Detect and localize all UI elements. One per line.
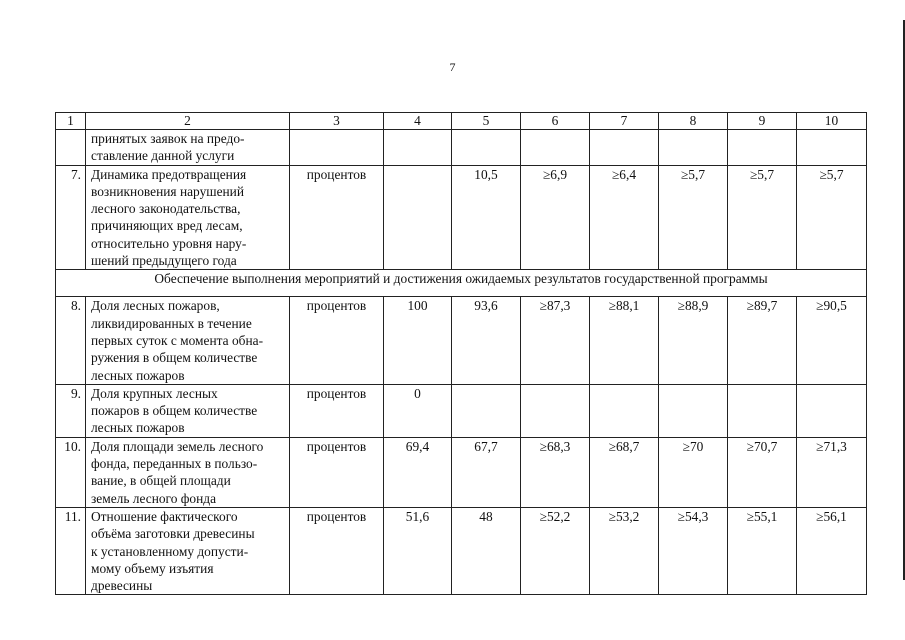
- description-line: фонда, переданных в пользо-: [91, 456, 258, 472]
- value-cell: ≥71,3: [797, 437, 867, 507]
- value-cell: [797, 384, 867, 437]
- description-line: ставление данной услуги: [91, 148, 235, 164]
- section-row: [56, 270, 867, 297]
- description-line: ружения в общем количестве: [91, 350, 258, 366]
- row-number: 10.: [56, 437, 86, 507]
- table-row: [56, 165, 867, 270]
- description-line: шений предыдущего года: [91, 253, 237, 269]
- row-number: 8.: [56, 297, 86, 384]
- indicators-table: [55, 112, 867, 595]
- indicator-description: [86, 507, 290, 594]
- page-number: 7: [449, 60, 456, 74]
- value-cell: 69,4: [384, 437, 452, 507]
- row-number: 7.: [56, 165, 86, 270]
- table-row: [56, 297, 867, 384]
- value-cell: 100: [384, 297, 452, 384]
- table-row: [56, 384, 867, 437]
- description-line: лесного законодательства,: [91, 201, 241, 217]
- description-line: вание, в общей площади: [91, 473, 231, 489]
- value-cell: ≥5,7: [659, 165, 728, 270]
- description-line: первых суток с момента обна-: [91, 332, 264, 348]
- value-cell: ≥70: [659, 437, 728, 507]
- description-line: лесных пожаров: [91, 420, 185, 436]
- header-cell: 6: [521, 113, 590, 130]
- header-cell: 5: [452, 113, 521, 130]
- unit-cell: процентов: [290, 507, 384, 594]
- value-cell: ≥70,7: [728, 437, 797, 507]
- value-cell: 10,5: [452, 165, 521, 270]
- header-cell: 7: [590, 113, 659, 130]
- header-cell: 10: [797, 113, 867, 130]
- value-cell: [590, 384, 659, 437]
- value-cell: [659, 384, 728, 437]
- description-line: древесины: [91, 578, 153, 594]
- description-line: Отношение фактического: [91, 508, 238, 524]
- description-line: лесных пожаров: [91, 367, 185, 383]
- indicator-description: [86, 165, 290, 270]
- indicator-description: [86, 384, 290, 437]
- unit-cell: процентов: [290, 297, 384, 384]
- value-cell: 0: [384, 384, 452, 437]
- description-line: к установленному допусти-: [91, 543, 249, 559]
- value-cell: ≥68,3: [521, 437, 590, 507]
- row-number: 11.: [56, 507, 86, 594]
- indicator-description: [86, 437, 290, 507]
- description-line: пожаров в общем количестве: [91, 403, 258, 419]
- table-header-row: [56, 113, 867, 130]
- description-line: Доля лесных пожаров,: [91, 298, 220, 314]
- value-cell: [452, 384, 521, 437]
- value-cell: ≥89,7: [728, 297, 797, 384]
- indicator-description: [86, 297, 290, 384]
- header-cell: 3: [290, 113, 384, 130]
- value-cell: 48: [452, 507, 521, 594]
- description-line: ликвидированных в течение: [91, 315, 252, 331]
- header-cell: 1: [56, 113, 86, 130]
- value-cell: ≥6,9: [521, 165, 590, 270]
- table-row: [56, 437, 867, 507]
- description-line: принятых заявок на предо-: [91, 131, 245, 146]
- value-cell: [728, 384, 797, 437]
- description-line: возникновения нарушений: [91, 183, 245, 199]
- row-number: 9.: [56, 384, 86, 437]
- value-cell: ≥52,2: [521, 507, 590, 594]
- value-cell: ≥6,4: [590, 165, 659, 270]
- value-cell: ≥55,1: [728, 507, 797, 594]
- description-line: относительно уровня нару-: [91, 235, 247, 251]
- value-cell: ≥5,7: [797, 165, 867, 270]
- unit-cell: процентов: [290, 165, 384, 270]
- value-cell: 51,6: [384, 507, 452, 594]
- unit-cell: процентов: [290, 437, 384, 507]
- value-cell: ≥5,7: [728, 165, 797, 270]
- description-line: мому объему изъятия: [91, 560, 214, 576]
- value-cell: ≥90,5: [797, 297, 867, 384]
- table-row: [56, 507, 867, 594]
- table-row: [56, 130, 867, 166]
- value-cell: 93,6: [452, 297, 521, 384]
- section-title: Обеспечение выполнения мероприятий и достижения ожидаемых результатов государственной программы: [56, 270, 867, 297]
- value-cell: [521, 384, 590, 437]
- description-line: объёма заготовки древесины: [91, 526, 255, 542]
- value-cell: [384, 165, 452, 270]
- description-line: Доля площади земель лесного: [91, 438, 264, 454]
- value-cell: ≥68,7: [590, 437, 659, 507]
- header-cell: 9: [728, 113, 797, 130]
- header-cell: 4: [384, 113, 452, 130]
- value-cell: ≥88,1: [590, 297, 659, 384]
- description-line: причиняющих вред лесам,: [91, 218, 243, 234]
- header-cell: 8: [659, 113, 728, 130]
- value-cell: ≥53,2: [590, 507, 659, 594]
- unit-cell: процентов: [290, 384, 384, 437]
- description-line: земель лесного фонда: [91, 490, 217, 506]
- value-cell: ≥56,1: [797, 507, 867, 594]
- value-cell: ≥54,3: [659, 507, 728, 594]
- description-line: Динамика предотвращения: [91, 166, 247, 182]
- indicator-description: [86, 130, 290, 166]
- value-cell: ≥87,3: [521, 297, 590, 384]
- value-cell: 67,7: [452, 437, 521, 507]
- value-cell: ≥88,9: [659, 297, 728, 384]
- header-cell: 2: [86, 113, 290, 130]
- description-line: Доля крупных лесных: [91, 385, 218, 401]
